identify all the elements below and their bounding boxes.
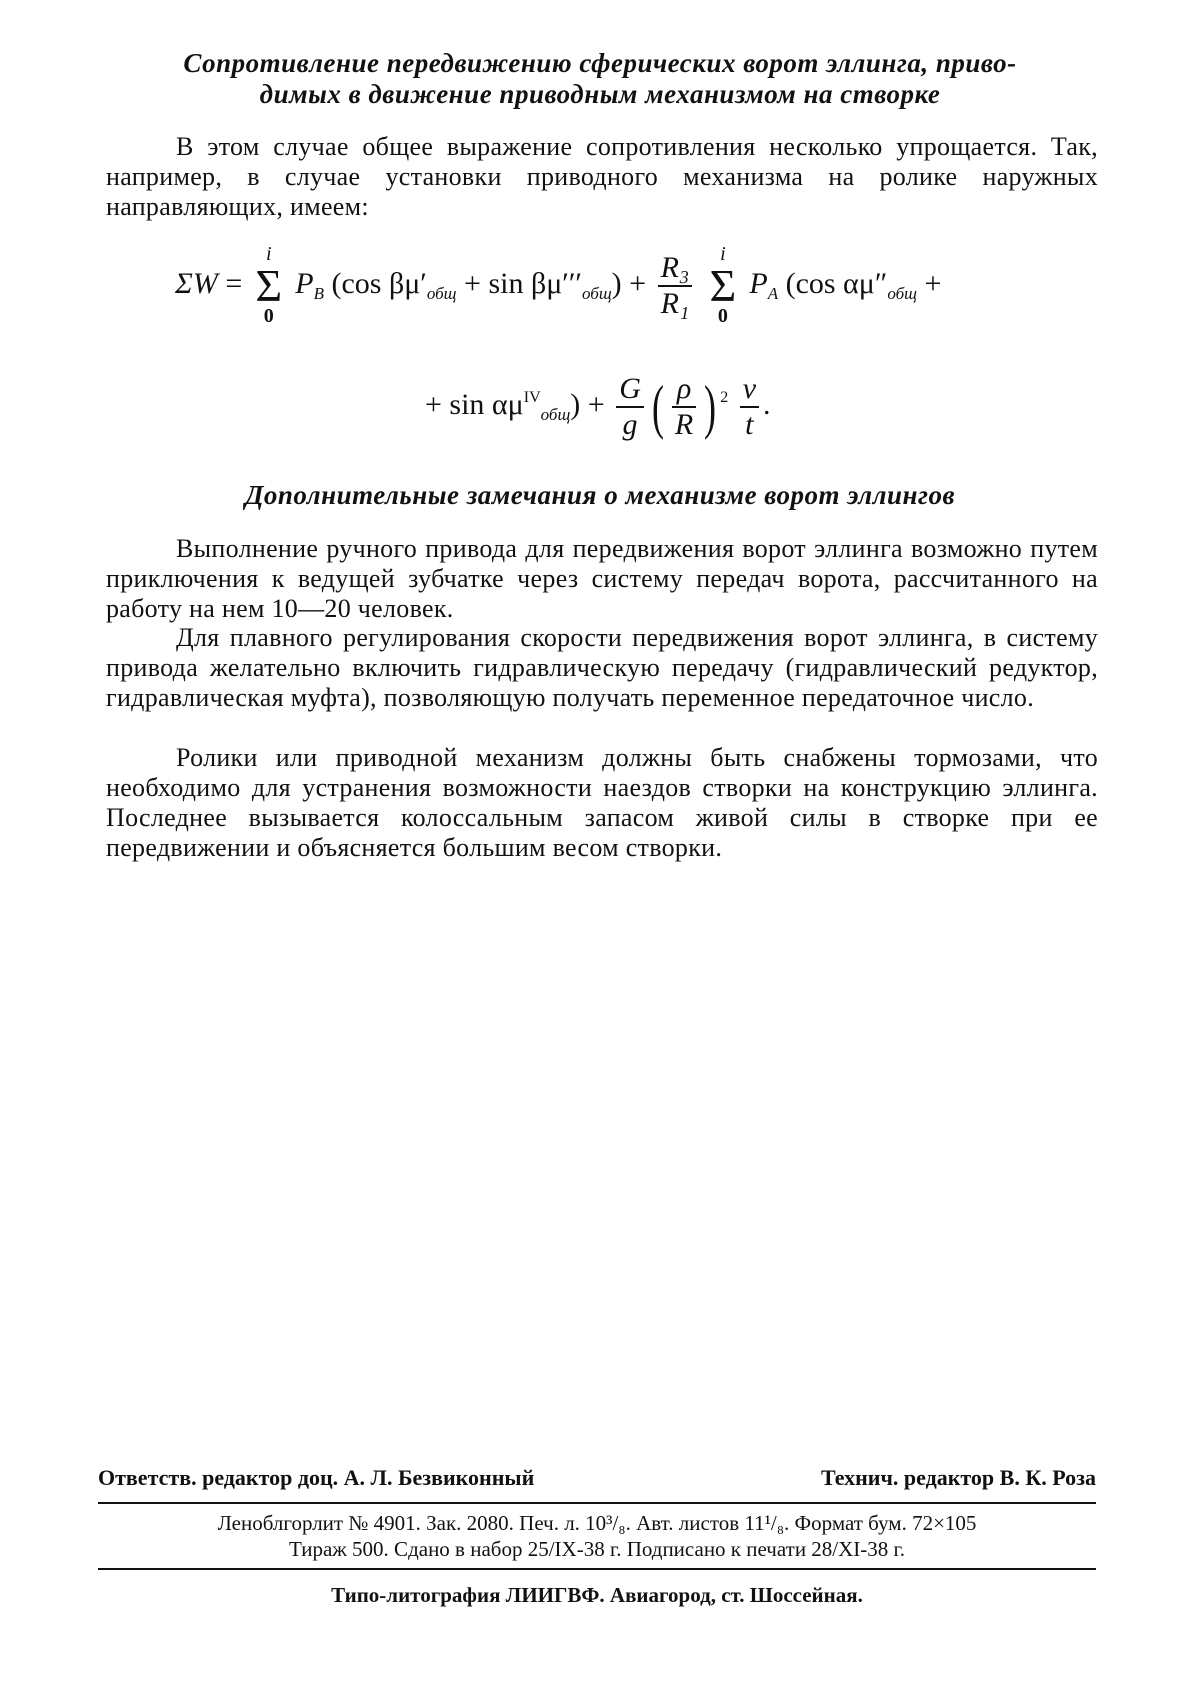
technical-editor: Технич. редактор В. К. Роза <box>820 1465 1096 1490</box>
formula-equals: = <box>225 266 243 300</box>
fraction-g <box>616 372 644 442</box>
formula-line-1 <box>175 244 941 328</box>
open-big-paren: ( <box>651 374 664 440</box>
p-b-subscript: B <box>313 283 324 303</box>
sum-symbol-1 <box>250 244 288 328</box>
formula-line-2 <box>425 372 771 442</box>
close-big-paren: ) <box>704 374 717 440</box>
plus-2: + <box>629 266 647 300</box>
term-3-subscript: общ <box>887 283 918 303</box>
fraction-g-numerator: G <box>616 372 644 408</box>
term-4-subscript: общ <box>540 404 571 424</box>
paragraph-hydraulic-transmission: Для плавного регулирования скорости передвижения ворот эллинга, в систему привода желательно включить гидравлическую передачу (гидравлический редуктор, гидравлическая муфта), позволяющую получать переменное передаточное число. <box>106 623 1098 712</box>
fraction-g-denominator: g <box>622 408 638 441</box>
term-1: (cos βμ′ <box>331 266 427 300</box>
term-2: sin βμ′′′ <box>488 266 582 300</box>
intro-paragraph: В этом случае общее выражение сопротивления несколько упрощается. Так, например, в случае установки приводного механизма на ролике наружных направляющих, имеем: <box>106 132 1098 221</box>
p-b: P <box>295 266 314 300</box>
heading-line-2: димых в движение приводным механизмом на створке <box>259 79 941 109</box>
fraction-v: v <box>740 372 759 408</box>
sum-symbol-2 <box>704 244 742 328</box>
exponent-2: 2 <box>720 388 729 406</box>
close-paren-1: ) <box>611 266 622 300</box>
fraction-r3: R₃ <box>658 251 693 287</box>
fraction-rho: ρ <box>672 372 696 408</box>
printer-line: Типо-литография ЛИИГВФ. Авиагород, ст. Шоссейная. <box>331 1583 863 1607</box>
sigma-glyph: Σ <box>255 260 283 311</box>
close-paren-2: ) <box>570 387 581 421</box>
fraction-v-t <box>740 372 759 442</box>
fraction-rho-r <box>672 372 696 442</box>
formula-period: . <box>763 387 771 421</box>
term-1-subscript: общ <box>426 283 457 303</box>
sigma-glyph-2: Σ <box>709 260 737 311</box>
section-heading-spherical-gates <box>100 48 1100 110</box>
responsible-editor: Ответств. редактор доц. А. Л. Безвиконный <box>98 1465 535 1490</box>
paragraph-manual-drive: Выполнение ручного привода для передвижения ворот эллинга возможно путем приключения к ведущей зубчатке через систему передач ворота, рассчитанного на работу на нем 10—20 человек. <box>106 534 1098 623</box>
term-4: sin αμ <box>449 387 524 421</box>
fraction-t: t <box>745 408 754 441</box>
term-3: (cos αμ″ <box>785 266 888 300</box>
sum-lower-limit-2: 0 <box>717 305 728 327</box>
paragraph-brakes: Ролики или приводной механизм должны быть снабжены тормозами, что необходимо для устранения возможности наездов створки на конструкцию эллинга. Последнее вызывается колоссальным запасом живой силы в створке при ее передвижении и объясняется большим весом створки. <box>106 743 1098 862</box>
formula-lhs: ΣW <box>175 266 218 300</box>
fraction-r3-r1 <box>658 251 693 321</box>
sum-lower-limit: 0 <box>263 305 274 327</box>
p-a: P <box>749 266 768 300</box>
imprint-line-2: Тираж 500. Сдано в набор 25/IX-38 г. Подписано к печати 28/XI-38 г. <box>288 1537 906 1561</box>
section-heading-additional-notes: Дополнительные замечания о механизме ворот эллингов <box>244 480 956 510</box>
credits-line <box>98 1465 1096 1491</box>
trailing-plus: + <box>924 266 942 300</box>
fraction-r: R <box>674 408 694 441</box>
fraction-r1: R₁ <box>660 287 690 320</box>
imprint-line-1: Леноблгорлит № 4901. Зак. 2080. Печ. л. 10³/₈. Авт. листов 11¹/₈. Формат бум. 72×105 <box>217 1511 977 1535</box>
footer-divider-1 <box>98 1502 1096 1504</box>
plus-1: + <box>464 266 481 300</box>
sum-upper-limit: i <box>265 243 272 265</box>
footer-divider-2 <box>98 1568 1096 1570</box>
plus-3: + <box>587 387 605 421</box>
sum-upper-limit-2: i <box>720 243 726 265</box>
p-a-subscript: A <box>767 283 779 303</box>
term-2-subscript: общ <box>582 283 612 303</box>
term-4-superscript: IV <box>523 388 541 406</box>
leading-plus: + <box>425 387 442 421</box>
heading-line-1: Сопротивление передвижению сферических ворот эллинга, приво- <box>183 48 1017 78</box>
